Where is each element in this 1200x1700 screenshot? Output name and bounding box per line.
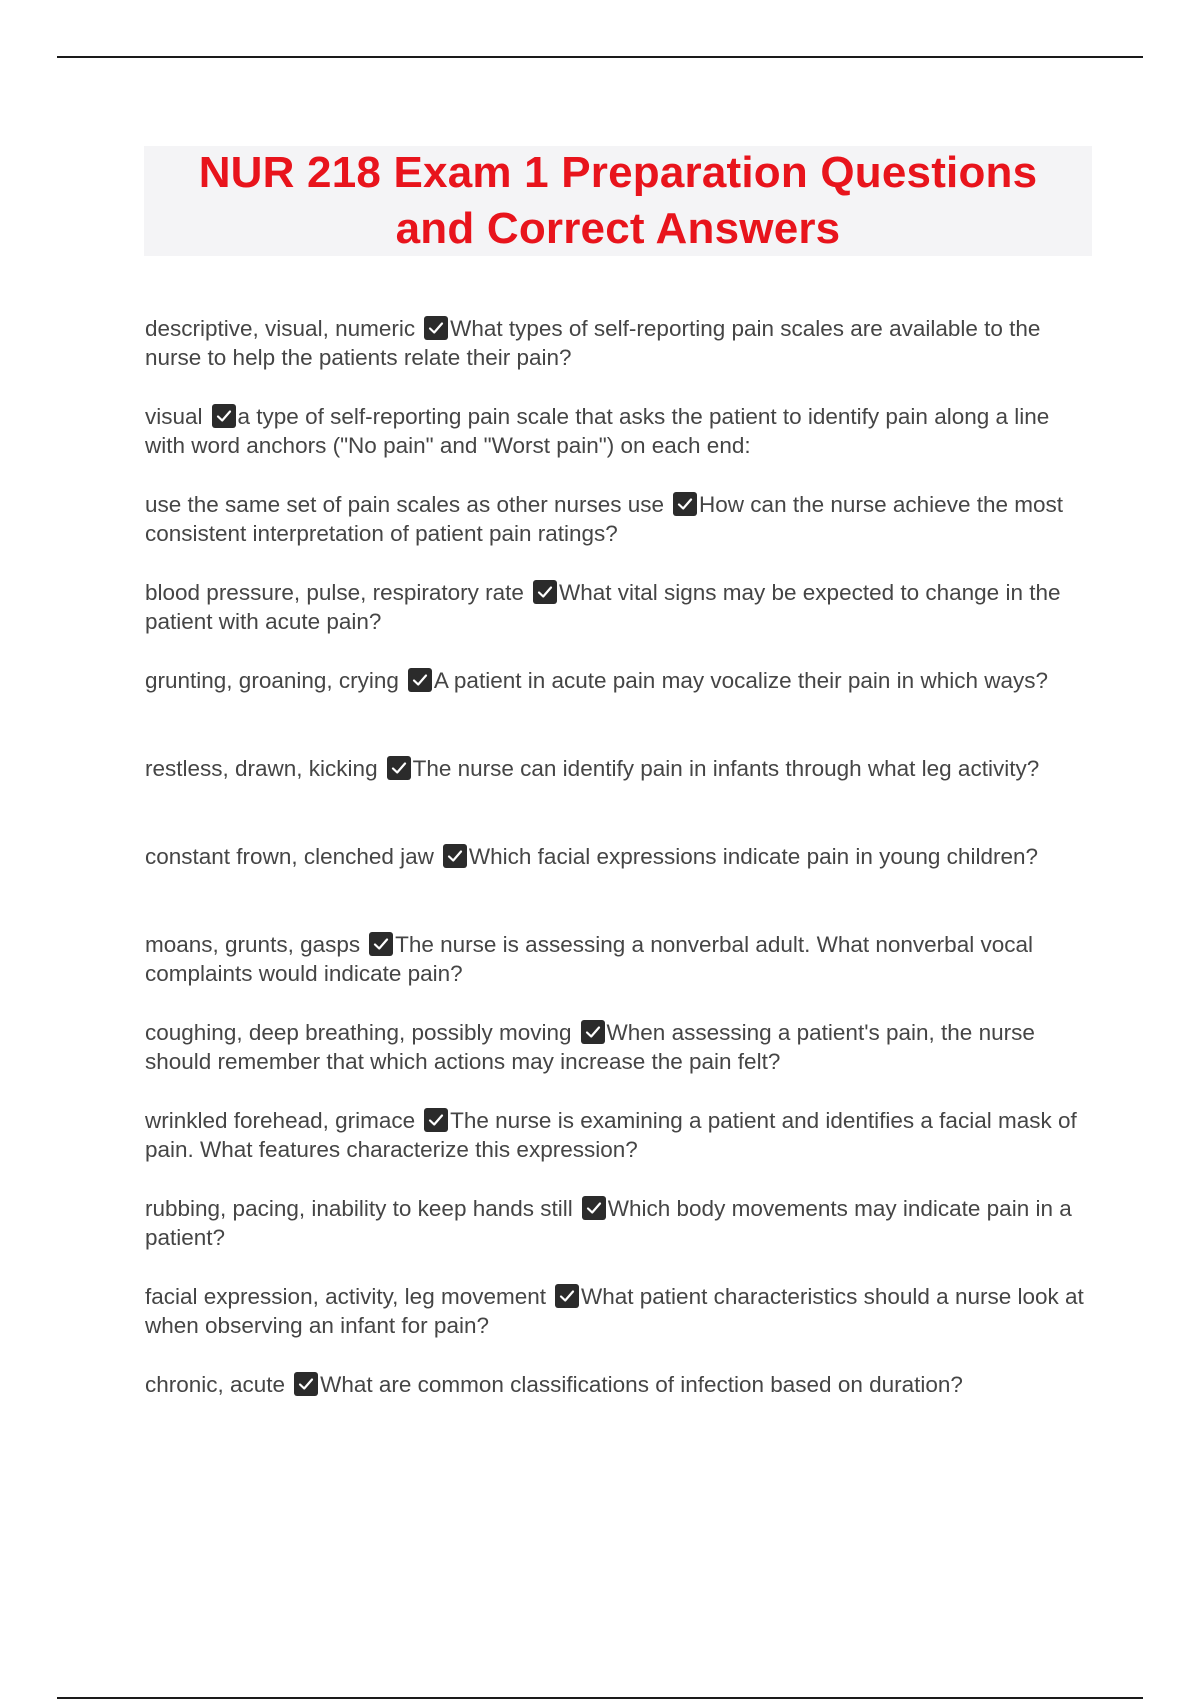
qa-item xyxy=(145,1106,1085,1164)
check-box-icon xyxy=(533,580,557,604)
qa-list xyxy=(145,314,1085,1429)
qa-item xyxy=(145,578,1085,636)
check-box-icon xyxy=(443,844,467,868)
title-banner xyxy=(144,146,1092,256)
qa-item xyxy=(145,1194,1085,1252)
question-text: What types of self-reporting pain scales are available to the nurse to help the patients relate their pain? xyxy=(145,316,1041,370)
check-box-icon xyxy=(582,1196,606,1220)
question-text: What are common classifications of infection based on duration? xyxy=(320,1372,963,1397)
check-box-icon xyxy=(369,932,393,956)
title-line-2: and Correct Answers xyxy=(395,204,841,253)
document-title xyxy=(199,145,1038,257)
qa-item xyxy=(145,1370,1085,1399)
question-text: The nurse is examining a patient and identifies a facial mask of pain. What features characterize this expression? xyxy=(145,1108,1077,1162)
answer-text: coughing, deep breathing, possibly moving xyxy=(145,1020,572,1045)
check-box-icon xyxy=(408,668,432,692)
question-text: What patient characteristics should a nurse look at when observing an infant for pain? xyxy=(145,1284,1084,1338)
qa-item xyxy=(145,490,1085,548)
question-text: The nurse is assessing a nonverbal adult. What nonverbal vocal complaints would indicate pain? xyxy=(145,932,1033,986)
answer-text: grunting, groaning, crying xyxy=(145,668,399,693)
check-box-icon xyxy=(294,1372,318,1396)
bottom-divider xyxy=(57,1697,1143,1699)
answer-text: moans, grunts, gasps xyxy=(145,932,361,957)
check-box-icon xyxy=(555,1284,579,1308)
question-text: How can the nurse achieve the most consistent interpretation of patient pain ratings? xyxy=(145,492,1063,546)
qa-item xyxy=(145,930,1085,988)
question-text: What vital signs may be expected to change in the patient with acute pain? xyxy=(145,580,1061,634)
question-text: Which facial expressions indicate pain in young children? xyxy=(468,844,1038,869)
answer-text: chronic, acute xyxy=(145,1372,286,1397)
answer-text: descriptive, visual, numeric xyxy=(145,316,416,341)
answer-text: constant frown, clenched jaw xyxy=(145,844,434,869)
question-text: Which body movements may indicate pain in a patient? xyxy=(145,1196,1072,1250)
answer-text: blood pressure, pulse, respiratory rate xyxy=(145,580,524,605)
qa-item xyxy=(145,402,1085,460)
check-box-icon xyxy=(212,404,236,428)
question-text: The nurse can identify pain in infants through what leg activity? xyxy=(412,756,1040,781)
qa-item xyxy=(145,666,1085,724)
title-line-1: NUR 218 Exam 1 Preparation Questions xyxy=(198,148,1038,197)
question-text: A patient in acute pain may vocalize their pain in which ways? xyxy=(433,668,1048,693)
answer-text: use the same set of pain scales as other nurses use xyxy=(145,492,665,517)
check-box-icon xyxy=(581,1020,605,1044)
qa-item xyxy=(145,314,1085,372)
qa-item xyxy=(145,754,1085,812)
question-text: When assessing a patient's pain, the nurse should remember that which actions may increase the pain felt? xyxy=(145,1020,1035,1074)
qa-item xyxy=(145,1282,1085,1340)
qa-item xyxy=(145,842,1085,900)
answer-text: facial expression, activity, leg movement xyxy=(145,1284,547,1309)
answer-text: visual xyxy=(145,404,203,429)
answer-text: rubbing, pacing, inability to keep hands still xyxy=(145,1196,573,1221)
check-box-icon xyxy=(387,756,411,780)
check-box-icon xyxy=(424,316,448,340)
qa-item xyxy=(145,1018,1085,1076)
check-box-icon xyxy=(673,492,697,516)
top-divider xyxy=(57,56,1143,58)
answer-text: wrinkled forehead, grimace xyxy=(145,1108,416,1133)
question-text: a type of self-reporting pain scale that asks the patient to identify pain along a line with word anchors ("No pain" and "Worst pain") on each end: xyxy=(145,404,1050,458)
answer-text: restless, drawn, kicking xyxy=(145,756,378,781)
check-box-icon xyxy=(424,1108,448,1132)
